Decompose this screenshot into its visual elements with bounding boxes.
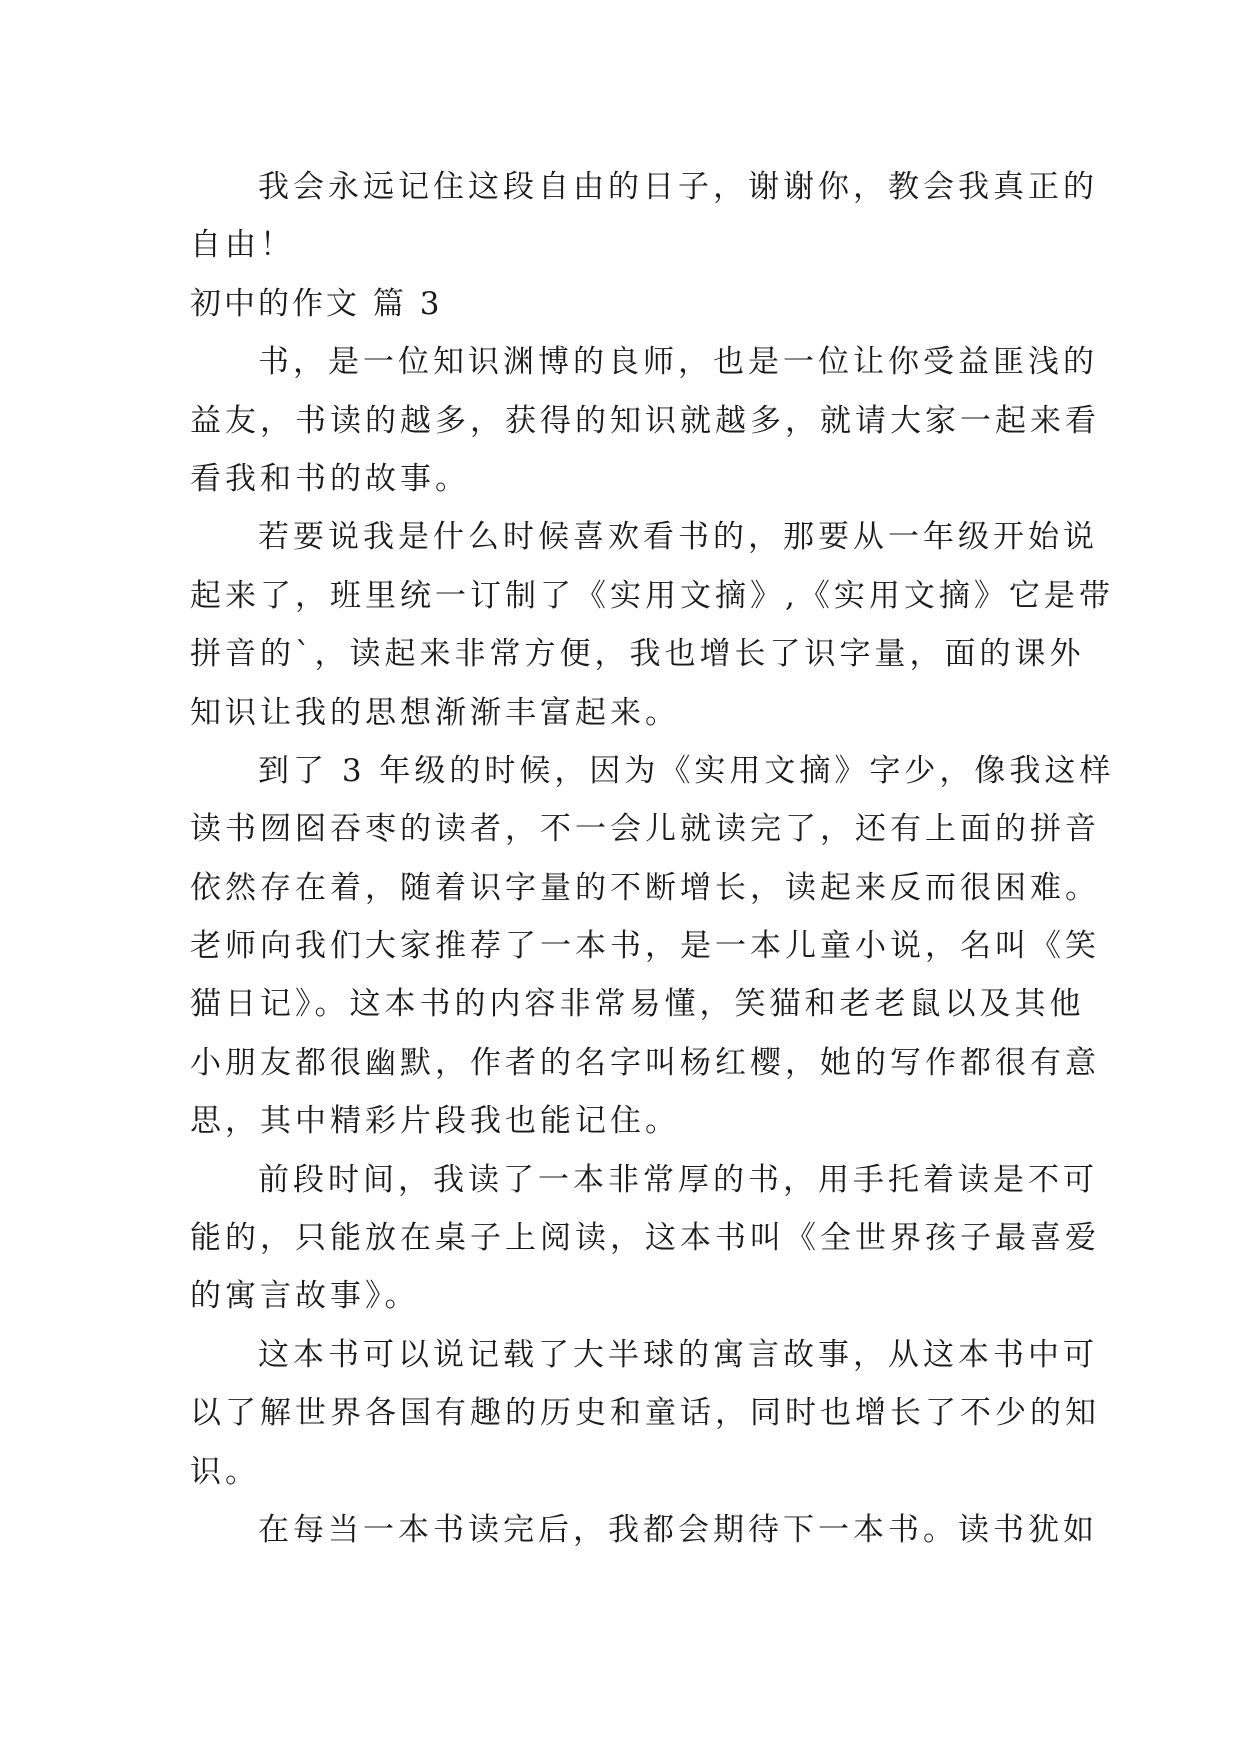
paragraph-line: 猫日记》。这本书的内容非常易懂，笑猫和老老鼠以及其他 — [190, 986, 1085, 1023]
paragraph-line: 拼音的`，读起来非常方便，我也增长了识字量，面的课外 — [190, 636, 1085, 673]
paragraph-line: 起来了，班里统一订制了《实用文摘》,《实用文摘》它是带 — [190, 577, 1114, 614]
paragraph-line: 书，是一位知识渊博的良师，也是一位让你受益匪浅的 — [258, 344, 1098, 381]
paragraph-line: 在每当一本书读完后，我都会期待下一本书。读书犹如 — [258, 1511, 1098, 1548]
paragraph-line: 这本书可以说记载了大半球的寓言故事，从这本书中可 — [258, 1336, 1098, 1373]
paragraph-line: 识。 — [190, 1453, 260, 1490]
paragraph-line: 老师向我们大家推荐了一本书，是一本儿童小说，名叫《笑 — [190, 928, 1100, 965]
paragraph-line: 读书囫囵吞枣的读者，不一会儿就读完了，还有上面的拼音 — [190, 811, 1100, 848]
paragraph-line: 看我和书的故事。 — [190, 460, 470, 497]
paragraph-line: 思，其中精彩片段我也能记住。 — [190, 1103, 680, 1140]
paragraph-line: 我会永远记住这段自由的日子，谢谢你，教会我真正的 — [258, 169, 1098, 205]
paragraph-line: 小朋友都很幽默，作者的名字叫杨红樱，她的写作都很有意 — [190, 1044, 1100, 1081]
paragraph-line: 到了 3 年级的时候，因为《实用文摘》字少，像我这样 — [258, 752, 1115, 789]
paragraph-line: 依然存在着，随着识字量的不断增长，读起来反而很困难。 — [190, 869, 1100, 906]
document-page — [190, 158, 1115, 1559]
paragraph-line: 以了解世界各国有趣的历史和童话，同时也增长了不少的知 — [190, 1395, 1100, 1432]
paragraph-line: 若要说我是什么时候喜欢看书的，那要从一年级开始说 — [258, 519, 1098, 556]
paragraph-line: 能的，只能放在桌子上阅读，这本书叫《全世界孩子最喜爱 — [190, 1220, 1100, 1257]
section-heading: 初中的作文 篇 3 — [190, 285, 443, 322]
paragraph-line: 知识让我的思想渐渐丰富起来。 — [190, 694, 680, 731]
paragraph-line: 的寓言故事》。 — [190, 1278, 420, 1315]
paragraph-line: 前段时间，我读了一本非常厚的书，用手托着读是不可 — [258, 1161, 1098, 1198]
paragraph-line: 自由！ — [190, 227, 295, 264]
paragraph-line: 益友，书读的越多，获得的知识就越多，就请大家一起来看 — [190, 402, 1100, 439]
